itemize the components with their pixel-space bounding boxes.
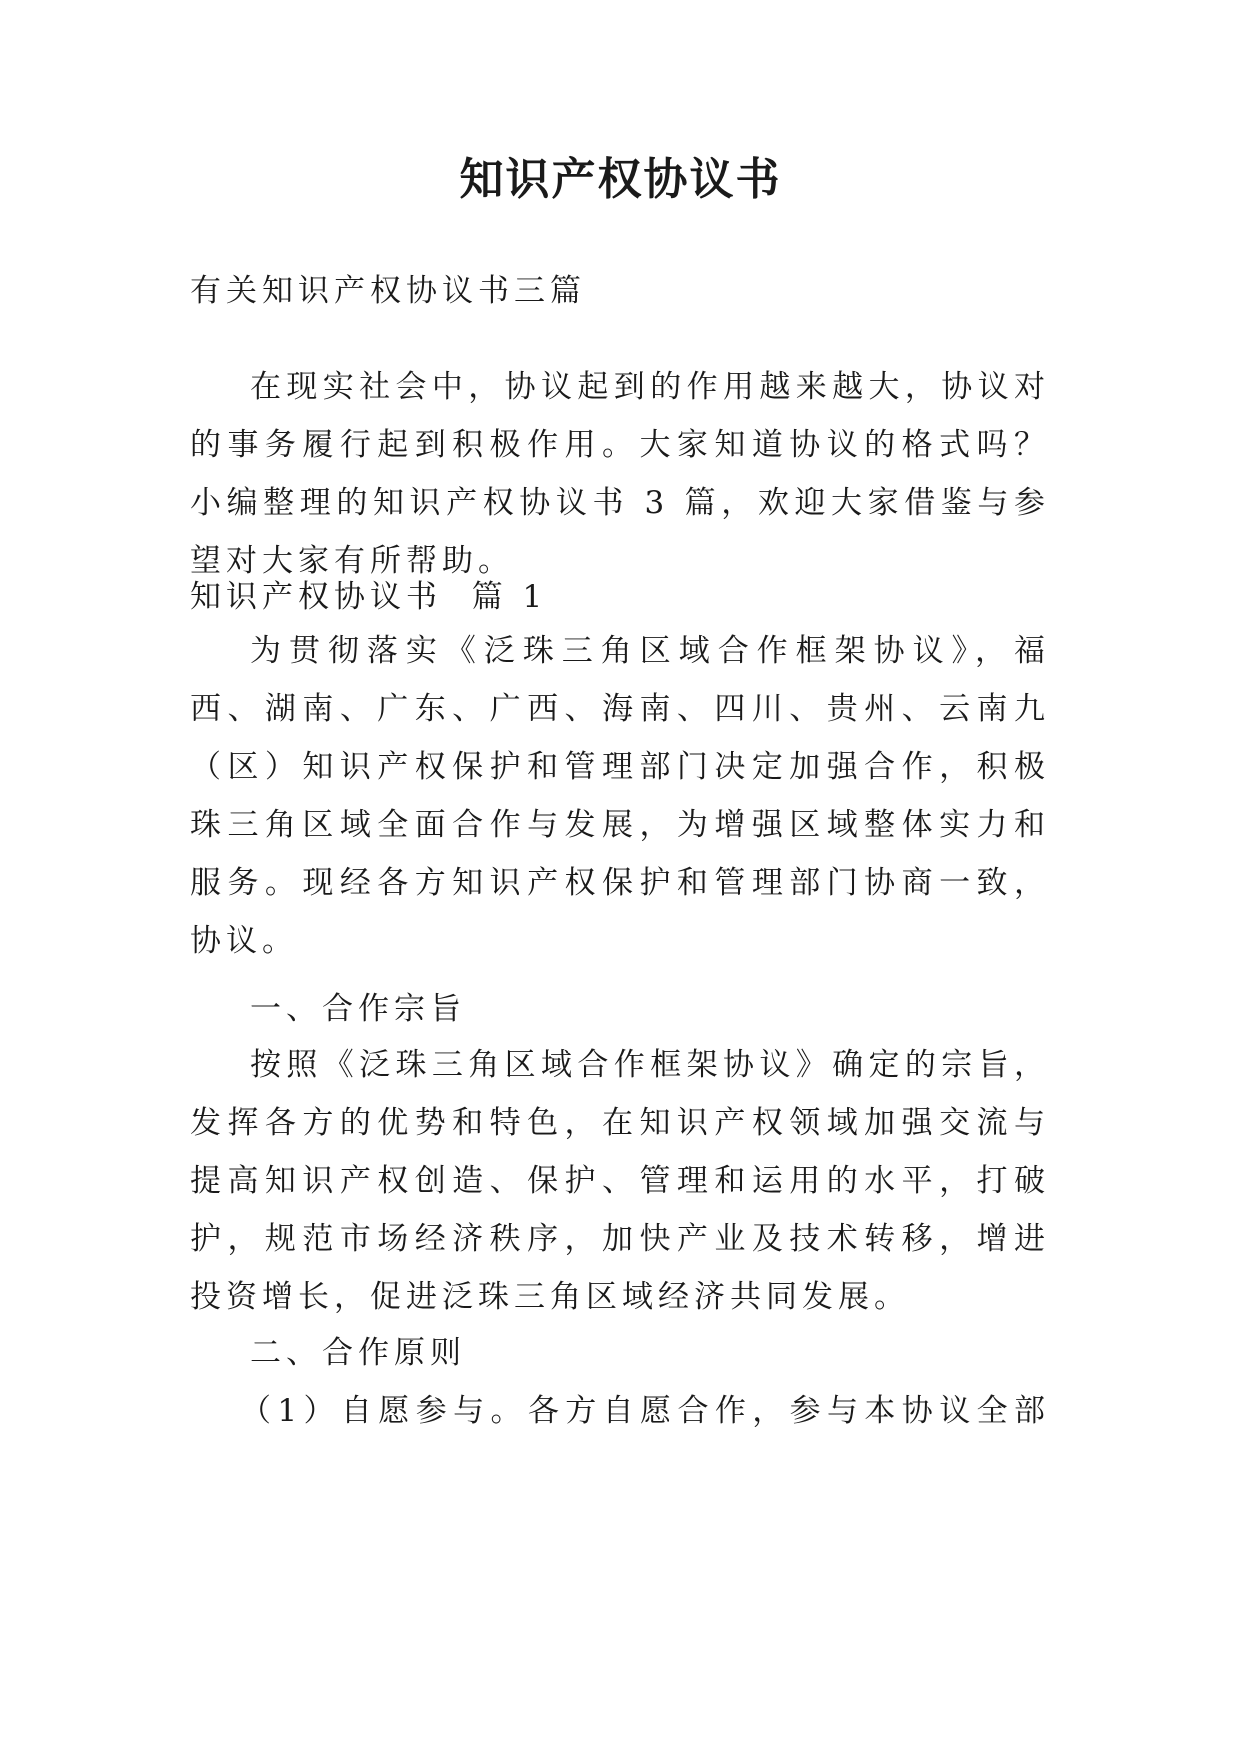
para2-line-2: 发挥各方的优势和特色，在知识产权领域加强交流与 xyxy=(190,1105,1050,1141)
intro-paragraph xyxy=(190,358,1050,590)
document-title: 知识产权协议书 xyxy=(459,154,782,205)
paragraph-2 xyxy=(190,1036,1050,1326)
para1-line-5: 服务。现经各方知识产权保护和管理部门协商一致， xyxy=(190,865,1050,901)
heading-1-block xyxy=(190,980,1050,1038)
intro-line-3: 小编整理的知识产权协议书 3 篇，欢迎大家借鉴与参 xyxy=(190,485,1050,521)
document-subtitle-block xyxy=(190,262,1050,320)
heading-2-block xyxy=(190,1324,1050,1382)
intro-line-1: 在现实社会中，协议起到的作用越来越大，协议对 xyxy=(250,369,1050,405)
heading-1: 一、合作宗旨 xyxy=(250,991,466,1027)
para3-line-1: （1）自愿参与。各方自愿合作，参与本协议全部 xyxy=(240,1393,1050,1429)
paragraph-3 xyxy=(190,1382,1050,1440)
para1-line-4: 珠三角区域全面合作与发展，为增强区域整体实力和 xyxy=(190,807,1050,843)
para2-line-1: 按照《泛珠三角区域合作框架协议》确定的宗旨， xyxy=(250,1047,1050,1083)
heading-2: 二、合作原则 xyxy=(250,1335,466,1371)
para2-line-5: 投资增长，促进泛珠三角区域经济共同发展。 xyxy=(190,1279,910,1315)
para1-line-3: （区）知识产权保护和管理部门决定加强合作，积极 xyxy=(190,749,1050,785)
intro-line-2: 的事务履行起到积极作用。大家知道协议的格式吗？ xyxy=(190,427,1050,463)
para2-line-3: 提高知识产权创造、保护、管理和运用的水平，打破 xyxy=(190,1163,1050,1199)
para2-line-4: 护，规范市场经济秩序，加快产业及技术转移，增进 xyxy=(190,1221,1050,1257)
paragraph-1 xyxy=(190,622,1050,970)
document-subtitle: 有关知识产权协议书三篇 xyxy=(190,273,586,309)
para1-line-1: 为贯彻落实《泛珠三角区域合作框架协议》，福 xyxy=(250,633,1050,669)
intro-line-4: 望对大家有所帮助。 xyxy=(190,543,514,579)
para1-line-2: 西、湖南、广东、广西、海南、四川、贵州、云南九 xyxy=(190,691,1050,727)
para1-line-6: 协议。 xyxy=(190,923,298,959)
section-heading-block xyxy=(190,568,1050,626)
section-heading: 知识产权协议书 篇 1 xyxy=(190,579,548,615)
